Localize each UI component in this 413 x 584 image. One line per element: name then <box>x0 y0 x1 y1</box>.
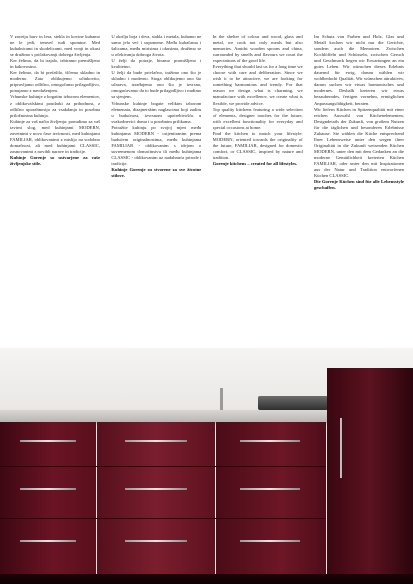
paragraph: Ker želimo, da bi trajalo, izbiramo premišljeno in kakovostno. <box>10 58 100 70</box>
text-columns <box>10 34 404 334</box>
column-croatian <box>111 34 201 334</box>
countertop-appliance <box>258 396 328 410</box>
closing-statement: Kuhinje Gorenje so ustvarjene za vaše življenjske stile. <box>10 154 100 166</box>
paragraph: U želji da potraje, biramo promišljeno i kvalitetno. <box>111 58 202 70</box>
drawer-handle <box>125 488 187 490</box>
drawer-handle <box>125 540 187 542</box>
paragraph: Ker želimo, da bi prefašilo, iščemo skladno in moderno. Zato oblikujemo učinkovito, pripravljamo odlično, omogočamo prilagodljivo, ponujamo z navdušenjem. <box>10 70 100 94</box>
paragraph: Wir liefern Küchen in Spitzenqualität mit einer reichen Auswahl von Küchenelementen, Designdetails der Zukunft, von großem Nutzen für die täglichen und besonderen Erlebnisse Zuhause. Sie wählen die Küche entsprechend Ihrer Lebensweise unter den wegen ihrer Originalität in die Zukunft weisenden Küchen MODERN, unter den mit dem Gedanken an die moderne Gemütlichkeit kreierten Küchen FAMILIAR, oder unter den mit Inspirationen aus der Natur und Tradition entworfenen Küchen CLASSIC. <box>313 106 404 179</box>
paragraph: Everything that should last us for a long time we choose with care and deliberation. Since we wish it to be attractive, we are looking for something harmonious and trendy. For that reason we design what is charming, we manufacture with excellence, we create what is flexible, we provide advice. <box>212 64 303 106</box>
drawer-handle <box>20 488 76 490</box>
paragraph: Top quality kitchens featuring a wide selection of elements, designer touches for the future, with excellent functionality for everyday and special occasions at home. <box>212 106 303 130</box>
paragraph: Vrhunske kuhinje bogate velikim izborom elemenata, dizajnerskim naglascima koji zadiru u budućnost, izvrsnom upotrebivošću u svakodnevici doma i u posebnim prilikama. <box>111 100 202 124</box>
drawer-handle <box>125 440 187 442</box>
paragraph: Vrhunske kuhinje z bogatim izborom elementov, z oblikovalskimi poudarki za prihodnost, z odlično uporabnostjo za vsakdanja in posebna priložnostna kuhinja. <box>10 94 100 118</box>
column-german <box>314 34 404 334</box>
drawer-handle <box>240 540 300 542</box>
paragraph: Find the kitchen to match your lifestyle: MODERN, oriented towards the originality of the future, FAMILIAR, designed for domestic comfort, or CLASSIC, inspired by nature and tradition. <box>212 130 303 160</box>
paragraph: V zavetju barv in lesa, stekla in kovine kuhamo ne le jedi, temveč tudi spomine. Med kuhalnicami in skodelicami, med vonji in okusi se družimo s pričakovanji dobrega življenja. <box>10 34 100 58</box>
drawer-handle <box>240 488 300 490</box>
base-cabinet-right <box>216 422 326 584</box>
drawer-handle <box>240 440 300 442</box>
kitchen-photo <box>0 348 413 584</box>
paragraph: In the shelter of colour and wood, glass and metal, we cook not only meals but also memories. Amidst wooden spoons and china, surrounded by smells and flavours we court the expectations of the good life. <box>212 34 303 64</box>
drawer-seam <box>0 466 326 467</box>
floor <box>0 574 413 584</box>
column-english <box>213 34 303 334</box>
closing-statement: Die Gorenje Küchen sind für alle Lebensstyle geschaffen. <box>313 179 404 191</box>
base-cabinet-center <box>97 422 215 584</box>
closing-statement: Kuhinje Gorenje su stvorene za sve životne stilove. <box>111 167 202 179</box>
base-cabinet-left <box>0 422 96 584</box>
paragraph: Potražite kuhinju po svojoj mjeri među kuhinjama MODERN - orijentiranim prema budućem originalnostima, među kuhinjama FAMILIAR - oblikovanim s idejom o suvremenom domaćinstvu ili među kuhinjama CLASSIC - oblikovanim uz nadahnuća prirode i tradicije. <box>111 124 202 166</box>
paragraph: U želji da bude privlačno, tražimo ono što je skladno i moderno. Stoga oblikujemo ono što učarava, izrađujemo ono što je izvrsno, omogućavamo da to bude prilagodljivo i nudimo sa sjenjem. <box>111 70 202 100</box>
sink-faucet <box>220 388 223 410</box>
drawer-handle <box>20 440 76 442</box>
paragraph: Kuhinje za vaš način življenja: ponudimo za vaš izvirni slog, med kuhinjami MODERN, zavetnimi v novo čase izvirnosti, med kuhinjami FAMILIAR, oblikovanimi z mislijo na sodobno domačnost, ali med kuhinjami CLASSIC, zasnovanimi z novihli narave in tradicije. <box>10 118 100 154</box>
drawer-seam <box>0 518 326 519</box>
drawer-handle <box>20 540 76 542</box>
tall-cabinet-handle <box>340 418 342 478</box>
paragraph: Im Schutz von Farben und Holz, Glas und Metall kochen wir nicht nur die Gerichte, sondern auch die Memoiren. Zwischen Kochlöffeln und Schüsseln, zwischen Geruch und Geschmack hegen wir Erwartungen an ein gutes Leben. Wir wünschen dieses Erlebnis dauernd für ewig, darum wählen wir wohlbedacht Qualität. Wir wünschen attraktives, darum suchen wir etwas harmonisches und modernes. Deshalb kreieren wir etwas bezauberndes, fertigen vornehm, ermöglichen Anpassungsfähigkeit, beraten. <box>313 34 404 106</box>
paragraph: U okrilju boja i drva, stakla i metala, kuhamo ne samo jela već i uspomene. Među kuhačama i šalicama, među mirisima i okusima, družimo se u očekivanju dobroga života. <box>111 34 202 58</box>
closing-statement: Gorenje kitchens – created for all lifestyles. <box>212 160 298 166</box>
column-slovenian <box>10 34 100 334</box>
